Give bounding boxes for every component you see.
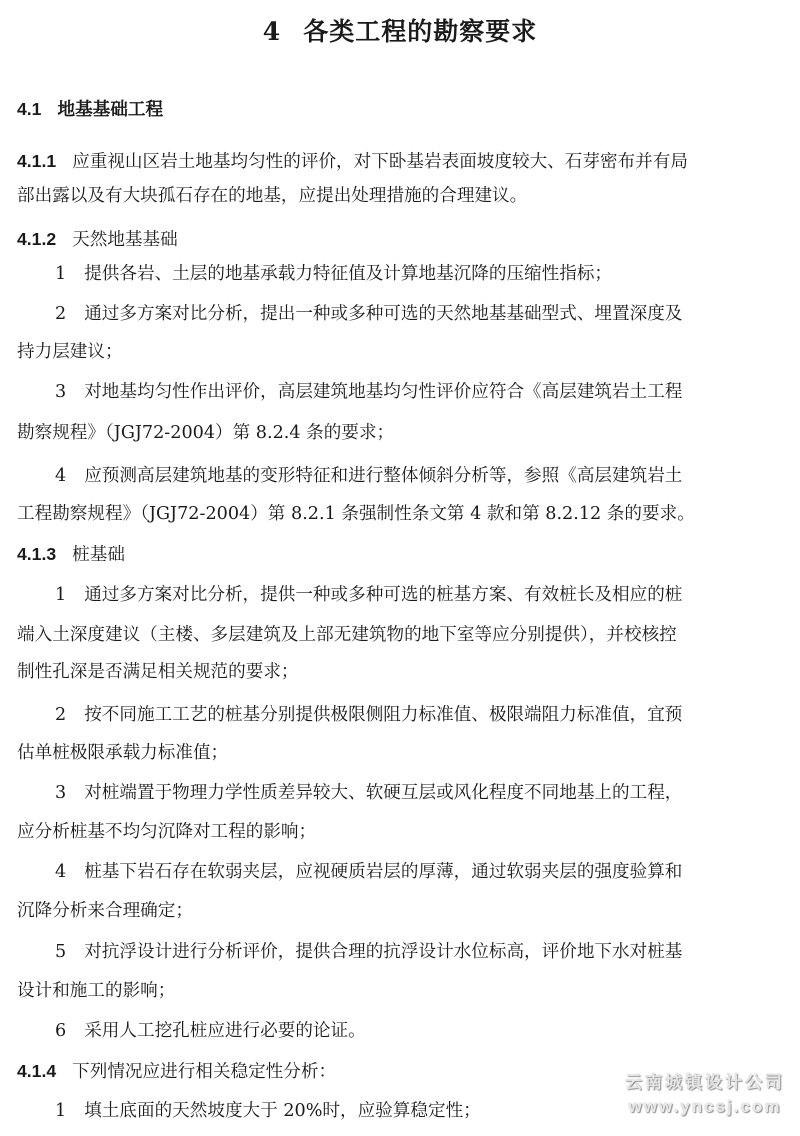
item-continuation: 应分析桩基不均匀沉降对工程的影响； [17, 822, 317, 842]
item-number: 4 [55, 862, 67, 882]
list-item [55, 861, 800, 883]
item-text: 对抗浮设计进行分析评价，提供合理的抗浮设计水位标高，评价地下水对桩基 [84, 942, 683, 962]
item-text: 对桩端置于物理力学性质差异较大、软硬互层或风化程度不同地基上的工程， [84, 783, 683, 803]
item-text: 应预测高层建筑地基的变形特征和进行整体倾斜分析等，参照《高层建筑岩土 [84, 466, 683, 486]
item-text: 提供各岩、土层的地基承载力特征值及计算地基沉降的压缩性指标； [84, 264, 613, 284]
item-text: 通过多方案对比分析，提供一种或多种可选的桩基方案、有效桩长及相应的桩 [84, 585, 683, 605]
item-number: 1 [55, 1101, 67, 1121]
item-continuation: 设计和施工的影响； [17, 981, 176, 1001]
clause-title: 桩基础 [72, 545, 125, 565]
section-title: 地基基础工程 [57, 99, 164, 120]
watermark-url: www.yncsj.com [628, 1097, 782, 1116]
item-text: 通过多方案对比分析，提出一种或多种可选的天然地基基础型式、埋置深度及 [84, 304, 683, 324]
item-text: 对地基均匀性作出评价，高层建筑地基均匀性评价应符合《高层建筑岩土工程 [84, 382, 683, 402]
item-continuation: 持力层建议； [17, 342, 123, 362]
item-continuation: 估单桩极限承载力标准值； [17, 743, 229, 763]
item-continuation: 沉降分析来合理确定； [17, 901, 193, 921]
clause-number: 4.1.3 [17, 544, 57, 564]
item-number: 2 [55, 705, 67, 725]
item-number: 2 [55, 304, 67, 324]
clause-4-1-3-heading [17, 543, 787, 566]
chapter-title-text: 各类工程的勘察要求 [303, 17, 538, 46]
item-continuation: 端入土深度建议（主楼、多层建筑及上部无建筑物的地下室等应分别提供），并校核控 [17, 625, 677, 645]
item-number: 6 [55, 1021, 67, 1041]
item-number: 1 [55, 264, 67, 284]
list-item [55, 704, 800, 726]
clause-number: 4.1.2 [17, 229, 57, 249]
clause-4-1-2-heading [17, 228, 787, 251]
item-text: 按不同施工工艺的桩基分别提供极限侧阻力标准值、极限端阻力标准值，宜预 [84, 705, 683, 725]
section-number: 4.1 [17, 99, 42, 119]
item-continuation: 工程勘察规程》（JGJ72-2004）第 8.2.1 条强制性条文第 4 款和第 8.2.12 条的要求。 [17, 504, 695, 524]
item-number: 1 [55, 585, 67, 605]
item-text: 桩基下岩石存在软弱夹层，应视硬质岩层的厚薄，通过软弱夹层的强度验算和 [84, 862, 683, 882]
list-item [55, 381, 800, 403]
clause-4-1-1-line [17, 150, 787, 173]
section-heading [17, 98, 787, 121]
clause-text: 应重视山区岩土地基均匀性的评价，对下卧基岩表面坡度较大、石芽密布并有局 [72, 152, 688, 172]
item-number: 4 [55, 466, 67, 486]
item-number: 5 [55, 942, 67, 962]
chapter-title [0, 12, 800, 48]
list-item [55, 1020, 800, 1042]
item-number: 3 [55, 382, 67, 402]
list-item [55, 941, 800, 963]
item-text: 采用人工挖孔桩应进行必要的论证。 [84, 1021, 366, 1041]
watermark [612, 1068, 798, 1117]
chapter-number: 4 [262, 17, 282, 46]
item-continuation: 勘察规程》（JGJ72-2004）第 8.2.4 条的要求； [17, 423, 395, 443]
item-number: 3 [55, 783, 67, 803]
clause-number: 4.1.1 [17, 151, 57, 171]
watermark-company: 云南城镇设计公司 [625, 1073, 785, 1092]
list-item [55, 465, 800, 487]
list-item [55, 303, 800, 325]
list-item [55, 584, 800, 606]
clause-4-1-1-line: 部出露以及有大块孤石存在的地基，应提出处理措施的合理建议。 [17, 186, 528, 206]
item-text: 填土底面的天然坡度大于 20%时，应验算稳定性； [84, 1101, 481, 1121]
clause-title: 天然地基基础 [72, 230, 178, 250]
list-item [55, 263, 800, 285]
clause-number: 4.1.4 [17, 1061, 57, 1081]
clause-title: 下列情况应进行相关稳定性分析： [72, 1062, 337, 1082]
item-continuation: 制性孔深是否满足相关规范的要求； [17, 662, 299, 682]
list-item [55, 782, 800, 804]
